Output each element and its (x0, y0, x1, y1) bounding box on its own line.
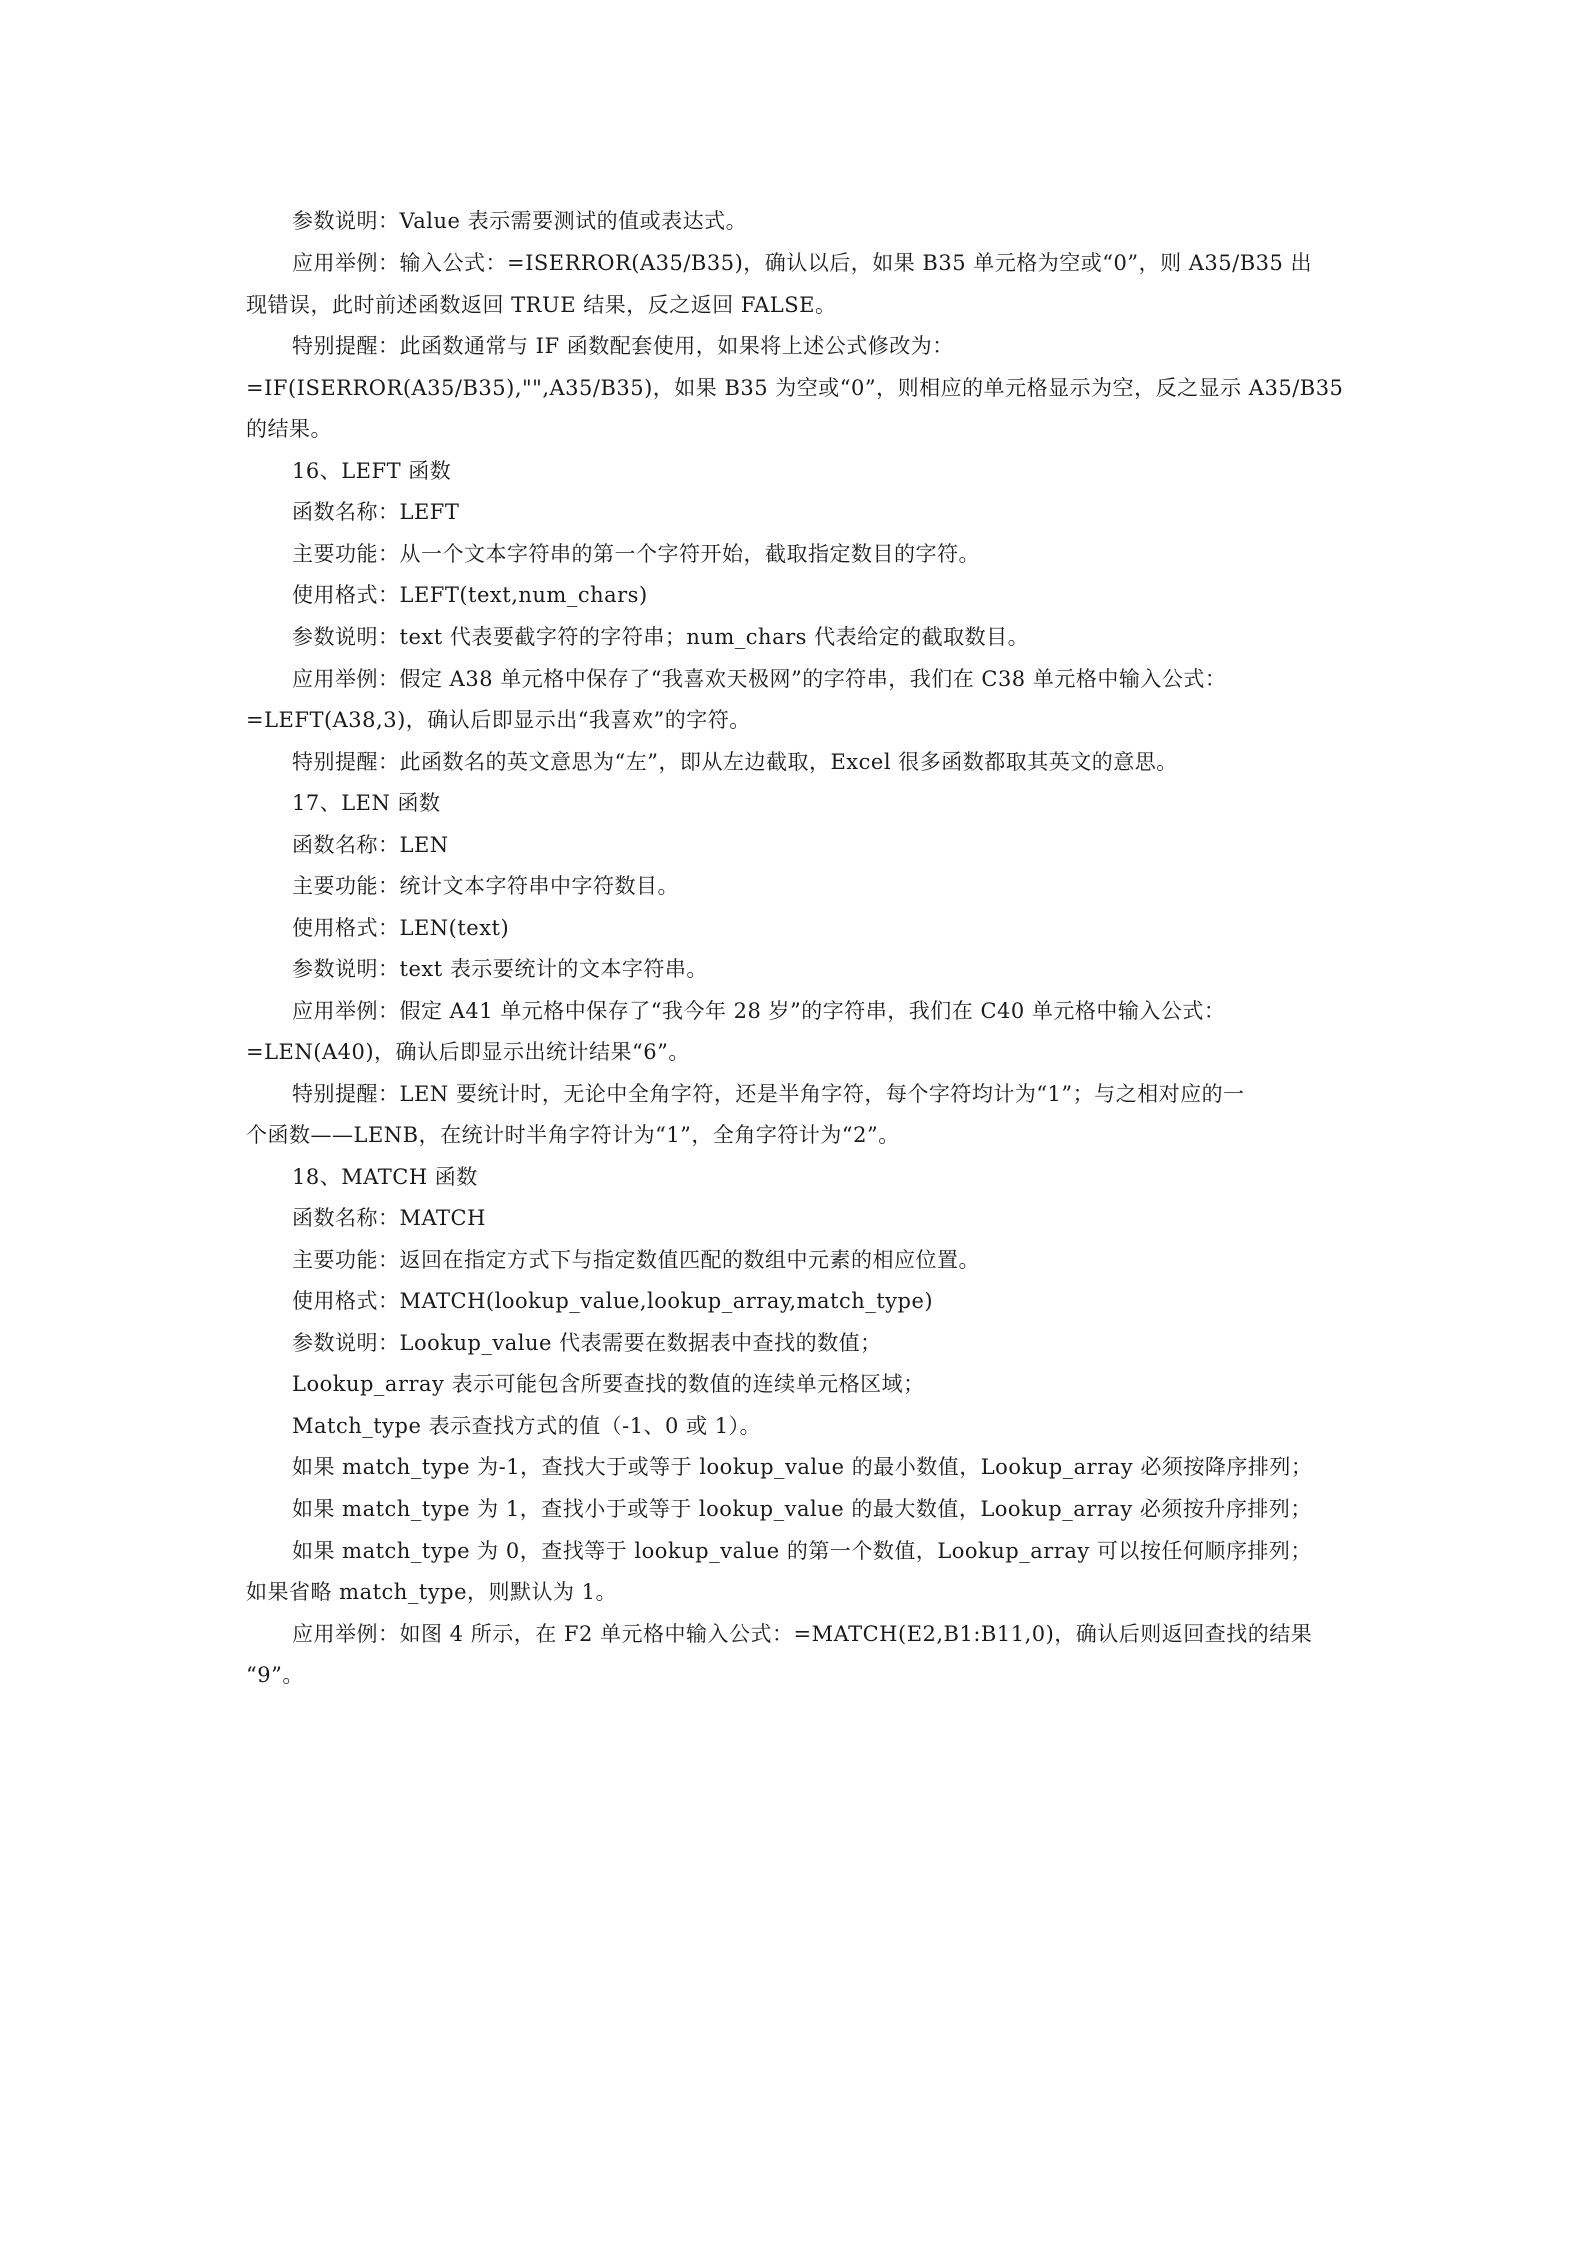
text-line: “9”。 (246, 1663, 304, 1687)
text-line: 现错误，此时前述函数返回 TRUE 结果，反之返回 FALSE。 (246, 293, 837, 317)
section-heading: 17、LEN 函数 (292, 791, 441, 815)
text-line: 主要功能：返回在指定方式下与指定数值匹配的数组中元素的相应位置。 (292, 1248, 980, 1272)
text-line: 使用格式：LEFT(text,num_chars) (292, 583, 648, 607)
text-line: =LEFT(A38,3)，确认后即显示出“我喜欢”的字符。 (246, 708, 751, 732)
text-line: 应用举例：如图 4 所示，在 F2 单元格中输入公式：=MATCH(E2,B1:B11,0)，确认后则返回查找的结果 (292, 1622, 1313, 1646)
text-line: 参数说明：text 代表要截字符的字符串；num_chars 代表给定的截取数目。 (292, 625, 1030, 649)
section-heading: 16、LEFT 函数 (292, 459, 452, 483)
text-line: 主要功能：从一个文本字符串的第一个字符开始，截取指定数目的字符。 (292, 542, 980, 566)
text-line: 主要功能：统计文本字符串中字符数目。 (292, 874, 679, 898)
text-line: =LEN(A40)，确认后即显示出统计结果“6”。 (246, 1040, 690, 1064)
text-line: 使用格式：MATCH(lookup_value,lookup_array,match_type) (292, 1289, 934, 1313)
text-line: 特别提醒：此函数通常与 IF 函数配套使用，如果将上述公式修改为： (292, 334, 954, 358)
text-line: 函数名称：LEN (292, 833, 449, 857)
text-line: 个函数——LENB，在统计时半角字符计为“1”，全角字符计为“2”。 (246, 1123, 900, 1147)
section-heading: 18、MATCH 函数 (292, 1165, 478, 1189)
text-line: 应用举例：假定 A41 单元格中保存了“我今年 28 岁”的字符串，我们在 C40 单元格中输入公式： (292, 999, 1226, 1023)
text-line: =IF(ISERROR(A35/B35),"",A35/B35)，如果 B35 为空或“0”，则相应的单元格显示为空，反之显示 A35/B35 (246, 376, 1344, 400)
text-line: 特别提醒：LEN 要统计时，无论中全角字符，还是半角字符，每个字符均计为“1”；与之相对应的一 (292, 1082, 1245, 1106)
text-line: 参数说明：text 表示要统计的文本字符串。 (292, 957, 708, 981)
text-line: 应用举例：输入公式：=ISERROR(A35/B35)，确认以后，如果 B35 单元格为空或“0”，则 A35/B35 出 (292, 251, 1313, 275)
text-line: 如果省略 match_type，则默认为 1。 (246, 1580, 618, 1604)
text-line: 如果 match_type 为-1，查找大于或等于 lookup_value 的最小数值，Lookup_array 必须按降序排列； (292, 1455, 1313, 1479)
text-line: 函数名称：MATCH (292, 1206, 486, 1230)
text-line: 使用格式：LEN(text) (292, 916, 510, 940)
text-line: Lookup_array 表示可能包含所要查找的数值的连续单元格区域； (292, 1372, 925, 1396)
text-line: 应用举例：假定 A38 单元格中保存了“我喜欢天极网”的字符串，我们在 C38 单元格中输入公式： (292, 667, 1227, 691)
text-line: 参数说明：Value 表示需要测试的值或表达式。 (292, 209, 748, 233)
text-line: Match_type 表示查找方式的值（-1、0 或 1）。 (292, 1414, 762, 1438)
text-line: 的结果。 (246, 417, 332, 441)
text-line: 如果 match_type 为 0，查找等于 lookup_value 的第一个数值，Lookup_array 可以按任何顺序排列； (292, 1539, 1312, 1563)
text-line: 函数名称：LEFT (292, 500, 460, 524)
text-line: 如果 match_type 为 1，查找小于或等于 lookup_value 的最大数值，Lookup_array 必须按升序排列； (292, 1497, 1312, 1521)
text-line: 参数说明：Lookup_value 代表需要在数据表中查找的数值； (292, 1331, 882, 1355)
text-line: 特别提醒：此函数名的英文意思为“左”，即从左边截取，Excel 很多函数都取其英文的意思。 (292, 750, 1178, 774)
